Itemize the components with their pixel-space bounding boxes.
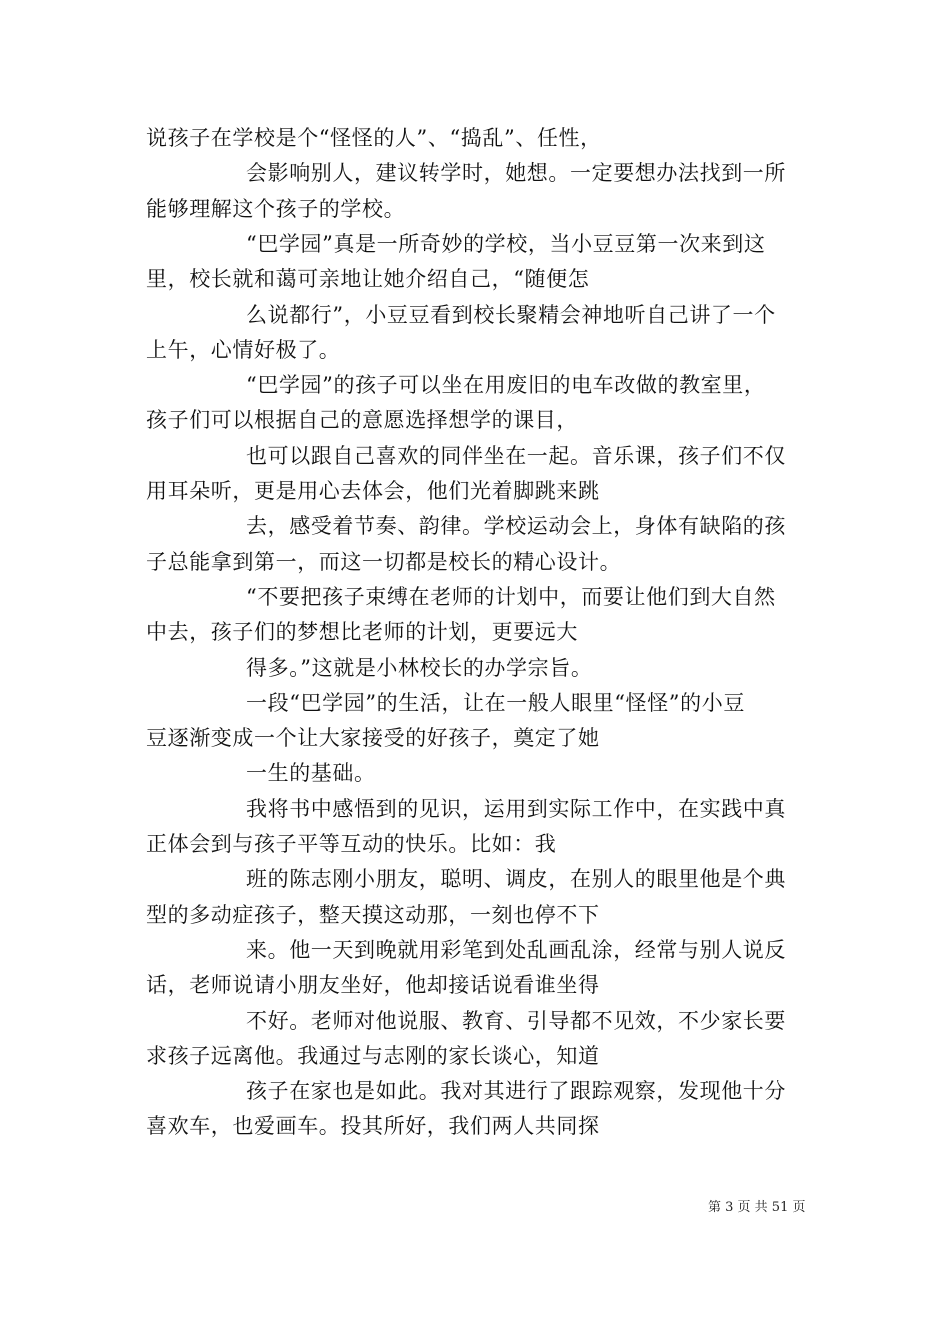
text-line: 型的多动症孩子，整天摸这动那，一刻也停不下 (146, 902, 600, 927)
text-line: 会影响别人，建议转学时，她想。一定要想办法找到一所 (246, 161, 786, 186)
text-line: 孩子在家也是如此。我对其进行了跟踪观察，发现他十分 (246, 1079, 786, 1104)
text-line: 上午，心情好极了。 (146, 337, 341, 362)
text-line: “巴学园”的孩子可以坐在用废旧的电车改做的教室里， (246, 373, 766, 398)
text-line: 说孩子在学校是个“怪怪的人”、“捣乱”、任性， (146, 126, 602, 150)
text-line: 孩子们可以根据自己的意愿选择想学的课目， (146, 408, 578, 433)
text-line: 能够理解这个孩子的学校。 (146, 196, 406, 221)
text-line: 来。他一天到晚就用彩笔到处乱画乱涂，经常与别人说反 (246, 937, 786, 962)
text-line: 里，校长就和蔼可亲地让她介绍自己，“随便怎 (146, 267, 590, 292)
text-line: 一生的基础。 (246, 761, 376, 786)
text-line: 也可以跟自己喜欢的同伴坐在一起。音乐课，孩子们不仅 (246, 443, 786, 468)
text-line: “巴学园”真是一所奇妙的学校，当小豆豆第一次来到这 (246, 231, 766, 256)
text-line: 一段“巴学园”的生活，让在一般人眼里“怪怪”的小豆 (246, 690, 745, 715)
text-line: 子总能拿到第一，而这一切都是校长的精心设计。 (146, 549, 622, 574)
text-line: 我将书中感悟到的见识，运用到实际工作中，在实践中真 (246, 796, 786, 821)
text-line: 话，老师说请小朋友坐好，他却接话说看谁坐得 (146, 973, 600, 998)
text-line: 正体会到与孩子平等互动的快乐。比如：我 (146, 832, 557, 856)
text-line: 班的陈志刚小朋友，聪明、调皮，在别人的眼里他是个典 (246, 867, 786, 892)
text-line: “不要把孩子束缚在老师的计划中，而要让他们到大自然 (246, 584, 776, 609)
text-line: 喜欢车，也爱画车。投其所好，我们两人共同探 (146, 1114, 600, 1139)
text-line: 求孩子远离他。我通过与志刚的家长谈心，知道 (146, 1043, 600, 1068)
text-line: 么说都行”，小豆豆看到校长聚精会神地听自己讲了一个 (246, 302, 776, 327)
text-line: 不好。老师对他说服、教育、引导都不见效，不少家长要 (246, 1008, 786, 1033)
text-line: 中去，孩子们的梦想比老师的计划，更要远大 (146, 620, 578, 645)
page-number-footer: 第 3 页 共 51 页 (708, 1200, 806, 1215)
text-line: 去，感受着节奏、韵律。学校运动会上，身体有缺陷的孩 (246, 514, 786, 539)
text-line: 豆逐渐变成一个让大家接受的好孩子，奠定了她 (146, 726, 600, 751)
text-line: 用耳朵听，更是用心去体会，他们光着脚跳来跳 (146, 479, 600, 503)
text-line: 得多。”这就是小林校长的办学宗旨。 (246, 655, 593, 680)
